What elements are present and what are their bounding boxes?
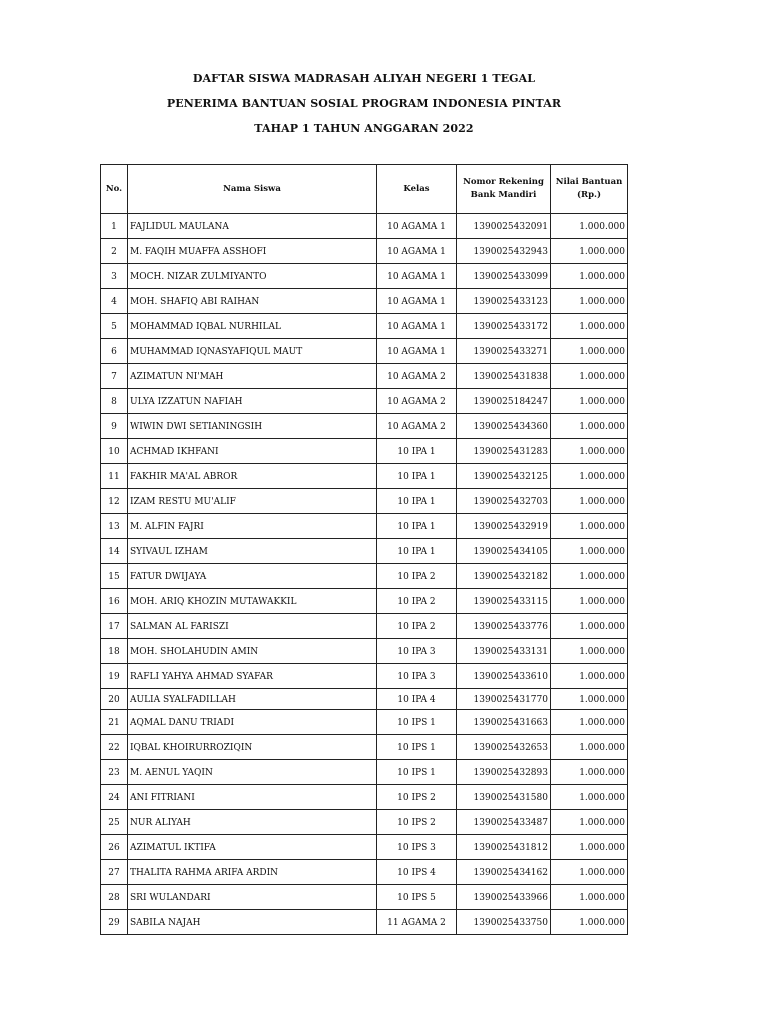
- cell-no: 25: [101, 810, 128, 835]
- cell-no: 21: [101, 710, 128, 735]
- cell-nama-siswa: ULYA IZZATUN NAFIAH: [128, 389, 377, 414]
- cell-kelas: 10 IPS 2: [377, 810, 457, 835]
- cell-nomor-rekening: 1390025432091: [457, 214, 551, 239]
- table-row: [101, 564, 628, 589]
- cell-no: 26: [101, 835, 128, 860]
- table-row: [101, 414, 628, 439]
- cell-nomor-rekening: 1390025434360: [457, 414, 551, 439]
- cell-kelas: 10 IPA 1: [377, 464, 457, 489]
- cell-nilai-bantuan: 1.000.000: [551, 810, 628, 835]
- cell-kelas: 10 IPA 3: [377, 639, 457, 664]
- cell-nama-siswa: IQBAL KHOIRURROZIQIN: [128, 735, 377, 760]
- cell-nomor-rekening: 1390025433750: [457, 910, 551, 935]
- table-row: [101, 735, 628, 760]
- cell-no: 20: [101, 689, 128, 710]
- cell-nomor-rekening: 1390025431812: [457, 835, 551, 860]
- cell-no: 10: [101, 439, 128, 464]
- table-row: [101, 860, 628, 885]
- cell-nomor-rekening: 1390025434162: [457, 860, 551, 885]
- table-row: [101, 239, 628, 264]
- cell-nilai-bantuan: 1.000.000: [551, 264, 628, 289]
- header-nomor-rekening-line2: Bank Mandiri: [470, 190, 537, 200]
- cell-nilai-bantuan: 1.000.000: [551, 489, 628, 514]
- cell-kelas: 10 AGAMA 2: [377, 364, 457, 389]
- cell-kelas: 10 IPA 3: [377, 664, 457, 689]
- cell-kelas: 10 IPS 5: [377, 885, 457, 910]
- cell-nomor-rekening: 1390025433115: [457, 589, 551, 614]
- table-row: [101, 785, 628, 810]
- table-row: [101, 389, 628, 414]
- cell-nomor-rekening: 1390025433487: [457, 810, 551, 835]
- cell-kelas: 10 IPA 1: [377, 439, 457, 464]
- cell-nama-siswa: MOCH. NIZAR ZULMIYANTO: [128, 264, 377, 289]
- cell-nomor-rekening: 1390025433131: [457, 639, 551, 664]
- cell-nama-siswa: ANI FITRIANI: [128, 785, 377, 810]
- header-nomor-rekening-line1: Nomor Rekening: [463, 177, 544, 187]
- student-aid-table: [100, 164, 628, 935]
- table-row: [101, 614, 628, 639]
- cell-nama-siswa: AZIMATUL IKTIFA: [128, 835, 377, 860]
- cell-nama-siswa: AZIMATUN NI'MAH: [128, 364, 377, 389]
- table-row: [101, 439, 628, 464]
- cell-nomor-rekening: 1390025431770: [457, 689, 551, 710]
- cell-nama-siswa: M. ALFIN FAJRI: [128, 514, 377, 539]
- cell-nomor-rekening: 1390025431580: [457, 785, 551, 810]
- cell-kelas: 10 AGAMA 1: [377, 314, 457, 339]
- cell-no: 6: [101, 339, 128, 364]
- cell-no: 2: [101, 239, 128, 264]
- cell-kelas: 10 AGAMA 1: [377, 339, 457, 364]
- cell-nilai-bantuan: 1.000.000: [551, 735, 628, 760]
- cell-nomor-rekening: 1390025433610: [457, 664, 551, 689]
- cell-nomor-rekening: 1390025432919: [457, 514, 551, 539]
- cell-nilai-bantuan: 1.000.000: [551, 364, 628, 389]
- table-row: [101, 364, 628, 389]
- cell-nilai-bantuan: 1.000.000: [551, 710, 628, 735]
- cell-nomor-rekening: 1390025433271: [457, 339, 551, 364]
- header-nomor-rekening: [457, 165, 551, 214]
- cell-no: 19: [101, 664, 128, 689]
- cell-no: 1: [101, 214, 128, 239]
- table-row: [101, 835, 628, 860]
- cell-kelas: 10 AGAMA 2: [377, 389, 457, 414]
- cell-nomor-rekening: 1390025184247: [457, 389, 551, 414]
- cell-nama-siswa: MOH. ARIQ KHOZIN MUTAWAKKIL: [128, 589, 377, 614]
- cell-kelas: 10 AGAMA 1: [377, 264, 457, 289]
- cell-nilai-bantuan: 1.000.000: [551, 664, 628, 689]
- header-nama-siswa: Nama Siswa: [128, 165, 377, 214]
- cell-no: 18: [101, 639, 128, 664]
- cell-no: 9: [101, 414, 128, 439]
- cell-nama-siswa: MOHAMMAD IQBAL NURHILAL: [128, 314, 377, 339]
- cell-kelas: 10 IPA 2: [377, 564, 457, 589]
- cell-no: 14: [101, 539, 128, 564]
- header-row: [101, 165, 628, 214]
- table-row: [101, 489, 628, 514]
- table-row: [101, 464, 628, 489]
- cell-no: 7: [101, 364, 128, 389]
- cell-no: 13: [101, 514, 128, 539]
- table-row: [101, 810, 628, 835]
- header-nilai-bantuan: [551, 165, 628, 214]
- cell-nomor-rekening: 1390025434105: [457, 539, 551, 564]
- document-title-line-3: TAHAP 1 TAHUN ANGGARAN 2022: [254, 122, 474, 135]
- cell-nama-siswa: IZAM RESTU MU'ALIF: [128, 489, 377, 514]
- cell-nama-siswa: AQMAL DANU TRIADI: [128, 710, 377, 735]
- cell-no: 29: [101, 910, 128, 935]
- cell-nama-siswa: WIWIN DWI SETIANINGSIH: [128, 414, 377, 439]
- cell-kelas: 10 IPA 1: [377, 514, 457, 539]
- cell-nama-siswa: SALMAN AL FARISZI: [128, 614, 377, 639]
- cell-nilai-bantuan: 1.000.000: [551, 464, 628, 489]
- table-row: [101, 289, 628, 314]
- cell-kelas: 11 AGAMA 2: [377, 910, 457, 935]
- cell-kelas: 10 IPS 2: [377, 785, 457, 810]
- table-body: [101, 214, 628, 935]
- cell-kelas: 10 IPA 2: [377, 589, 457, 614]
- cell-nilai-bantuan: 1.000.000: [551, 414, 628, 439]
- cell-nilai-bantuan: 1.000.000: [551, 389, 628, 414]
- cell-no: 11: [101, 464, 128, 489]
- header-kelas: Kelas: [377, 165, 457, 214]
- cell-no: 27: [101, 860, 128, 885]
- cell-nama-siswa: THALITA RAHMA ARIFA ARDIN: [128, 860, 377, 885]
- table-row: [101, 689, 628, 710]
- cell-no: 8: [101, 389, 128, 414]
- cell-kelas: 10 IPS 4: [377, 860, 457, 885]
- cell-nilai-bantuan: 1.000.000: [551, 289, 628, 314]
- header-nilai-bantuan-line2: (Rp.): [576, 190, 601, 200]
- cell-no: 15: [101, 564, 128, 589]
- cell-no: 16: [101, 589, 128, 614]
- cell-nomor-rekening: 1390025432893: [457, 760, 551, 785]
- cell-nomor-rekening: 1390025433172: [457, 314, 551, 339]
- cell-no: 3: [101, 264, 128, 289]
- cell-no: 23: [101, 760, 128, 785]
- cell-nama-siswa: SYIVAUL IZHAM: [128, 539, 377, 564]
- cell-no: 22: [101, 735, 128, 760]
- cell-kelas: 10 IPS 1: [377, 710, 457, 735]
- document-title-line-1: DAFTAR SISWA MADRASAH ALIYAH NEGERI 1 TEGAL: [192, 72, 536, 85]
- cell-nomor-rekening: 1390025433123: [457, 289, 551, 314]
- cell-nama-siswa: FAKHIR MA'AL ABROR: [128, 464, 377, 489]
- cell-no: 28: [101, 885, 128, 910]
- cell-nama-siswa: MUHAMMAD IQNASYAFIQUL MAUT: [128, 339, 377, 364]
- cell-kelas: 10 IPS 1: [377, 735, 457, 760]
- cell-nomor-rekening: 1390025433776: [457, 614, 551, 639]
- cell-nilai-bantuan: 1.000.000: [551, 314, 628, 339]
- cell-kelas: 10 IPS 1: [377, 760, 457, 785]
- cell-nama-siswa: SRI WULANDARI: [128, 885, 377, 910]
- cell-nama-siswa: MOH. SHOLAHUDIN AMIN: [128, 639, 377, 664]
- table-row: [101, 214, 628, 239]
- cell-nama-siswa: SABILA NAJAH: [128, 910, 377, 935]
- table-row: [101, 539, 628, 564]
- cell-nama-siswa: M. FAQIH MUAFFA ASSHOFI: [128, 239, 377, 264]
- cell-kelas: 10 IPA 4: [377, 689, 457, 710]
- cell-no: 24: [101, 785, 128, 810]
- cell-nama-siswa: FAJLIDUL MAULANA: [128, 214, 377, 239]
- table-row: [101, 514, 628, 539]
- cell-nilai-bantuan: 1.000.000: [551, 439, 628, 464]
- cell-nomor-rekening: 1390025433966: [457, 885, 551, 910]
- cell-kelas: 10 AGAMA 1: [377, 239, 457, 264]
- cell-kelas: 10 IPA 1: [377, 539, 457, 564]
- cell-nama-siswa: M. AENUL YAQIN: [128, 760, 377, 785]
- cell-nomor-rekening: 1390025431663: [457, 710, 551, 735]
- cell-nomor-rekening: 1390025432125: [457, 464, 551, 489]
- cell-nilai-bantuan: 1.000.000: [551, 785, 628, 810]
- cell-no: 12: [101, 489, 128, 514]
- cell-kelas: 10 IPA 2: [377, 614, 457, 639]
- cell-nomor-rekening: 1390025431283: [457, 439, 551, 464]
- document-title-line-2: PENERIMA BANTUAN SOSIAL PROGRAM INDONESIA PINTAR: [166, 97, 562, 110]
- cell-nilai-bantuan: 1.000.000: [551, 239, 628, 264]
- cell-nama-siswa: AULIA SYALFADILLAH: [128, 689, 377, 710]
- table-row: [101, 264, 628, 289]
- table-row: [101, 314, 628, 339]
- cell-no: 4: [101, 289, 128, 314]
- header-nilai-bantuan-line1: Nilai Bantuan: [555, 177, 623, 187]
- cell-nomor-rekening: 1390025431838: [457, 364, 551, 389]
- document-header: [0, 70, 728, 145]
- cell-kelas: 10 IPS 3: [377, 835, 457, 860]
- table-row: [101, 760, 628, 785]
- header-no: No.: [101, 165, 128, 214]
- cell-nilai-bantuan: 1.000.000: [551, 885, 628, 910]
- cell-nilai-bantuan: 1.000.000: [551, 564, 628, 589]
- cell-kelas: 10 AGAMA 1: [377, 214, 457, 239]
- cell-nama-siswa: NUR ALIYAH: [128, 810, 377, 835]
- cell-nilai-bantuan: 1.000.000: [551, 539, 628, 564]
- cell-nilai-bantuan: 1.000.000: [551, 614, 628, 639]
- cell-nilai-bantuan: 1.000.000: [551, 910, 628, 935]
- table-row: [101, 664, 628, 689]
- cell-nomor-rekening: 1390025432703: [457, 489, 551, 514]
- cell-nilai-bantuan: 1.000.000: [551, 835, 628, 860]
- cell-kelas: 10 AGAMA 1: [377, 289, 457, 314]
- table-row: [101, 589, 628, 614]
- cell-nama-siswa: MOH. SHAFIQ ABI RAIHAN: [128, 289, 377, 314]
- cell-no: 5: [101, 314, 128, 339]
- cell-nomor-rekening: 1390025432653: [457, 735, 551, 760]
- table-header: [101, 165, 628, 214]
- cell-nomor-rekening: 1390025432943: [457, 239, 551, 264]
- table-row: [101, 885, 628, 910]
- cell-nilai-bantuan: 1.000.000: [551, 214, 628, 239]
- cell-nilai-bantuan: 1.000.000: [551, 589, 628, 614]
- cell-no: 17: [101, 614, 128, 639]
- cell-nilai-bantuan: 1.000.000: [551, 639, 628, 664]
- cell-nama-siswa: ACHMAD IKHFANI: [128, 439, 377, 464]
- cell-nama-siswa: RAFLI YAHYA AHMAD SYAFAR: [128, 664, 377, 689]
- table-row: [101, 339, 628, 364]
- cell-nama-siswa: FATUR DWIJAYA: [128, 564, 377, 589]
- table-row: [101, 639, 628, 664]
- cell-nomor-rekening: 1390025433099: [457, 264, 551, 289]
- cell-kelas: 10 AGAMA 2: [377, 414, 457, 439]
- cell-nilai-bantuan: 1.000.000: [551, 760, 628, 785]
- cell-nilai-bantuan: 1.000.000: [551, 339, 628, 364]
- table-row: [101, 710, 628, 735]
- cell-nomor-rekening: 1390025432182: [457, 564, 551, 589]
- table-row: [101, 910, 628, 935]
- cell-kelas: 10 IPA 1: [377, 489, 457, 514]
- cell-nilai-bantuan: 1.000.000: [551, 860, 628, 885]
- cell-nilai-bantuan: 1.000.000: [551, 689, 628, 710]
- cell-nilai-bantuan: 1.000.000: [551, 514, 628, 539]
